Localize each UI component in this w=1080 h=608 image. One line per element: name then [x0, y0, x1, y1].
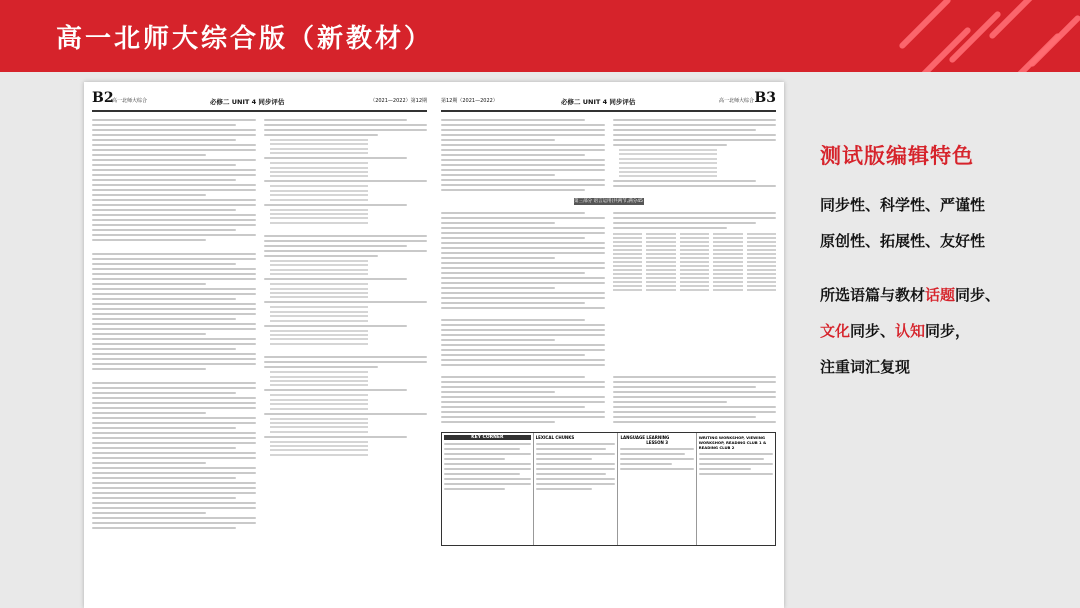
- left-page-columns: [92, 116, 427, 532]
- lexical-chunks-column: [534, 433, 619, 545]
- right-page: [441, 88, 776, 602]
- feature-line-1: 同步性、科学性、严谨性: [820, 196, 986, 214]
- feature-line-2: 原创性、拓展性、友好性: [820, 232, 986, 250]
- right-page-lower: [441, 373, 776, 426]
- language-learning-column: [618, 433, 696, 545]
- lesson-label: LESSON 3: [646, 440, 668, 445]
- highlight-cognition: 认知: [895, 322, 926, 340]
- left-page-grade: 高一北师大综合: [112, 98, 148, 104]
- feature-line-4: 文化同步、认知同步，: [820, 322, 971, 340]
- key-corner-label: KEY CORNER: [444, 435, 531, 440]
- left-page: [92, 88, 427, 602]
- right-page-middle: [441, 209, 776, 369]
- right-page-issue: 第12期（2021—2022）: [441, 98, 498, 104]
- writing-workshop-label: WRITING WORKSHOP, VIEWING WORKSHOP, READING CLUB 1 & READING CLUB 2: [698, 435, 767, 450]
- right-page-upper: [441, 116, 776, 194]
- right-page-grade: 高一北师大综合: [718, 98, 754, 104]
- left-page-header: [92, 88, 427, 112]
- right-page-header: [441, 88, 776, 112]
- left-column-2: [264, 116, 428, 532]
- right-column-2: [613, 116, 777, 194]
- right-page-unit-title: 必修二 UNIT 4 同步评估: [561, 98, 636, 106]
- language-learning-label: LANGUAGE LEARNING: [620, 435, 670, 440]
- workshop-column: [697, 433, 775, 545]
- banner-title: 高一北师大综合版（新教材）: [56, 24, 434, 54]
- highlight-topic: 话题: [925, 286, 956, 304]
- left-page-badge: B2: [92, 90, 114, 106]
- banner-decoration: [850, 0, 1080, 72]
- right-column-3: [441, 209, 605, 369]
- section-three-header: 第三部分 语言运用(共两节,满分45分): [574, 199, 643, 211]
- left-column-1: [92, 116, 256, 532]
- lexical-chunks-label: LEXICAL CHUNKS: [535, 435, 575, 440]
- feature-line-3: 所选语篇与教材话题同步、: [820, 286, 1001, 304]
- feature-title: 测试版编辑特色: [820, 144, 974, 168]
- left-page-unit-title: 必修二 UNIT 4 同步评估: [210, 98, 285, 106]
- key-corner-column: [442, 433, 534, 545]
- newspaper-spread: [84, 82, 784, 608]
- left-page-issue: （2021—2022）第12期: [370, 98, 427, 104]
- answer-key-box: [441, 432, 776, 546]
- option-table: [613, 233, 777, 291]
- feature-line-5: 注重词汇复现: [820, 358, 911, 376]
- right-page-badge: B3: [754, 90, 776, 106]
- right-column-1: [441, 116, 605, 194]
- top-banner: [0, 0, 1080, 72]
- highlight-culture: 文化: [820, 322, 851, 340]
- right-column-4: [613, 209, 777, 369]
- feature-panel: [808, 140, 1068, 392]
